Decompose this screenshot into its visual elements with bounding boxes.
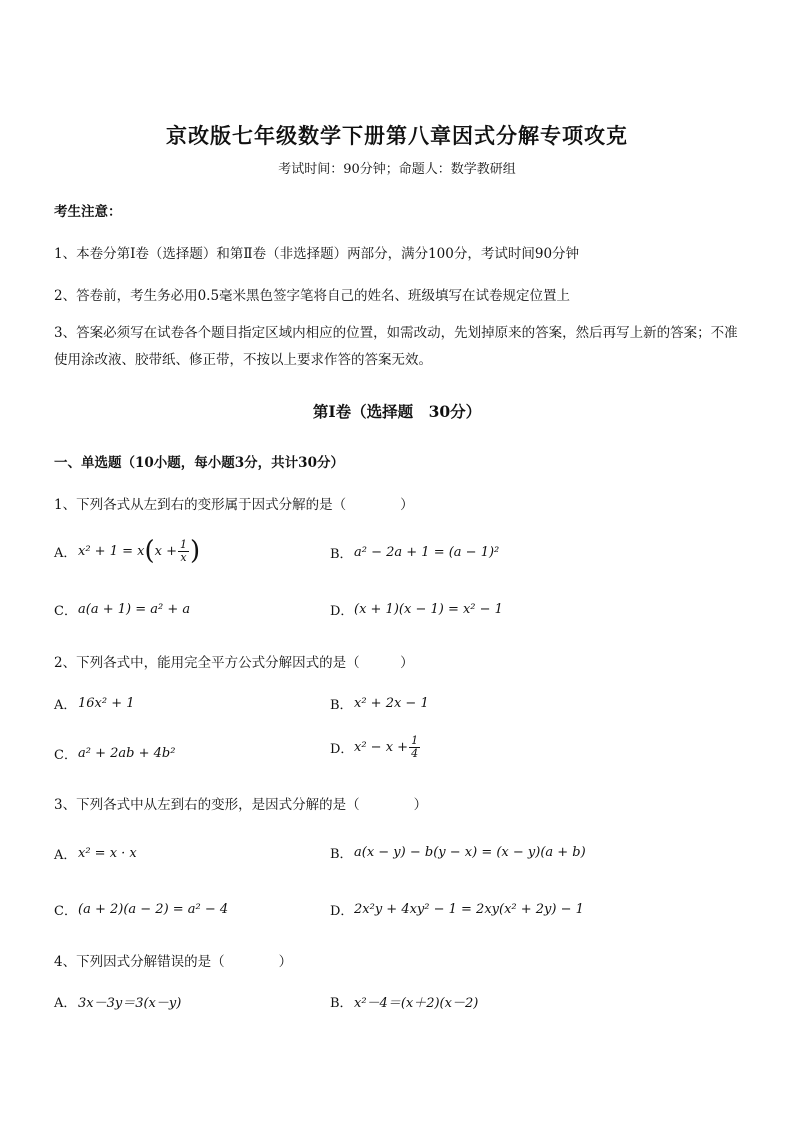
question-2-option-c[interactable]: [54, 744, 175, 763]
option-math: 16x² + 1: [78, 696, 135, 711]
option-label: D．: [330, 742, 354, 757]
option-math: (x + 1)(x − 1) = x² − 1: [354, 602, 503, 617]
fraction: [178, 539, 189, 564]
option-label: D．: [330, 904, 354, 919]
option-label: A．: [54, 848, 77, 863]
fraction-numerator: 1: [411, 734, 419, 747]
option-math: x² + 2x − 1: [354, 696, 429, 711]
question-1-option-a[interactable]: [54, 538, 200, 564]
question-1-option-c[interactable]: [54, 600, 190, 619]
fraction-denominator: 4: [411, 747, 419, 760]
option-label: A．: [54, 545, 77, 561]
question-4-option-a[interactable]: [54, 992, 181, 1011]
option-math: (a + 2)(a − 2) = a² − 4: [78, 902, 229, 917]
option-math: a² − 2a + 1 = (a − 1)²: [354, 545, 500, 560]
option-label: C．: [54, 748, 77, 763]
notice-item-1: 1、本卷分第Ⅰ卷（选择题）和第Ⅱ卷（非选择题）两部分，满分100分，考试时间90分钟: [54, 246, 580, 262]
question-1-option-d[interactable]: [330, 600, 503, 619]
option-math: a² + 2ab + 4b²: [78, 746, 176, 761]
notice-item-3: 3、答案必须写在试卷各个题目指定区域内相应的位置，如需改动，先划掉原来的答案，然后再写上新的答案；不准使用涂改液、胶带纸、修正带，不按以上要求作答的答案无效。: [54, 325, 738, 368]
option-math: 3x－3y＝3(x－y): [78, 996, 182, 1011]
option-math: x² = x · x: [78, 846, 137, 861]
question-3-option-a[interactable]: [54, 844, 137, 863]
exam-subtitle: 考试时间：90分钟；命题人：数学教研组: [278, 162, 516, 177]
option-math: 2x²y + 4xy² − 1 = 2xy(x² + 2y) − 1: [354, 902, 584, 917]
notice-item-2: 2、答卷前，考生务必用0.5毫米黑色签字笔将自己的姓名、班级填写在试卷规定位置上: [54, 288, 571, 304]
question-2-option-d[interactable]: [330, 735, 421, 760]
option-math: x²－4＝(x＋2)(x－2): [354, 996, 479, 1011]
option-label: C．: [54, 904, 77, 919]
paren-left: (: [144, 536, 155, 566]
option-math: a(x − y) − b(y − x) = (x − y)(a + b): [354, 845, 586, 860]
question-1-stem: 1、下列各式从左到右的变形属于因式分解的是（ ）: [54, 497, 414, 513]
question-1-option-b[interactable]: [330, 543, 499, 562]
fraction-numerator: 1: [179, 537, 187, 551]
fraction: [409, 735, 420, 760]
option-label: B．: [330, 996, 353, 1011]
paren-right: ): [189, 536, 201, 566]
option-label: C．: [54, 604, 77, 619]
question-2-option-a[interactable]: [54, 694, 135, 713]
option-label: A．: [54, 996, 77, 1011]
option-label: B．: [330, 698, 353, 713]
notice-heading: 考生注意：: [54, 204, 122, 220]
option-math-inner: x +: [154, 543, 177, 559]
question-3-stem: 3、下列各式中从左到右的变形，是因式分解的是（ ）: [54, 797, 428, 813]
option-label: B．: [330, 847, 353, 862]
question-3-option-c[interactable]: [54, 900, 228, 919]
question-3-option-d[interactable]: [330, 900, 584, 919]
question-3-option-b[interactable]: [330, 843, 586, 862]
option-label: B．: [330, 547, 353, 562]
exam-title: 京改版七年级数学下册第八章因式分解专项攻克: [166, 123, 628, 148]
question-4-option-b[interactable]: [330, 992, 478, 1011]
section-title: 第Ⅰ卷（选择题 30分）: [312, 402, 482, 421]
option-math: a(a + 1) = a² + a: [78, 602, 191, 617]
option-label: A．: [54, 698, 77, 713]
question-4-stem: 4、下列因式分解错误的是（ ）: [54, 954, 293, 970]
option-math: x² − x +: [354, 740, 409, 755]
question-2-option-b[interactable]: [330, 694, 429, 713]
option-label: D．: [330, 604, 354, 619]
fraction-denominator: x: [180, 550, 187, 564]
option-math: x² + 1 = x: [78, 543, 145, 559]
question-2-stem: 2、下列各式中，能用完全平方公式分解因式的是（ ）: [54, 655, 414, 671]
part-title: 一、单选题（10小题，每小题3分，共计30分）: [54, 455, 344, 471]
